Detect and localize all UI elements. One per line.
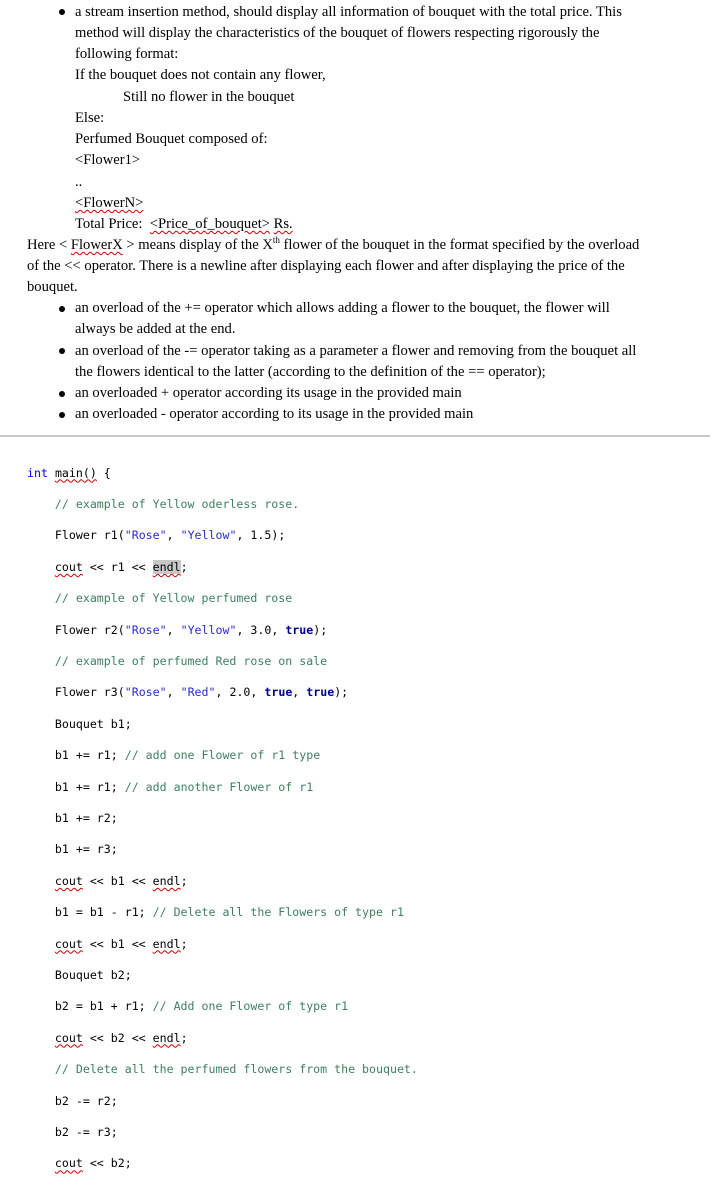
here-text: > means display of the X (122, 237, 273, 253)
here-paragraph-line: bouquet. (27, 279, 78, 295)
code-text: << b2; (82, 1156, 132, 1171)
code-line (27, 999, 418, 1015)
code-comment-line: // example of Yellow perfumed rose (27, 591, 293, 606)
bullet-text-line: always be added at the end. (75, 321, 236, 337)
code-line: Bouquet b1; (27, 716, 132, 731)
code-comment: // Delete all the Flowers of type r1 (152, 905, 404, 920)
code-text: cout (54, 936, 83, 951)
bullet-text-line: the flowers identical to the latter (according to the definition of the == operator); (75, 364, 546, 380)
code-text: << r1 << (82, 559, 153, 574)
total-price-placeholder: <Price_of_bouquet> (149, 216, 270, 232)
code-line: b1 += r3; (27, 842, 118, 857)
code-text: ); (334, 685, 349, 700)
here-paragraph-line (27, 235, 639, 256)
code-comment-line: // Delete all the perfumed flowers from the bouquet. (27, 1062, 418, 1077)
code-text: , 2.0, (215, 685, 265, 700)
code-text (27, 1156, 55, 1170)
code-line: b2 -= r2; (27, 1093, 118, 1108)
bullet-dot (59, 348, 65, 354)
code-text: Flower r2( (27, 622, 125, 637)
flowerx-word: FlowerX (70, 237, 123, 253)
bullet-dot (59, 9, 65, 15)
code-comment-line: // example of perfumed Red rose on sale (27, 654, 328, 669)
code-highlighted-text: endl (152, 559, 181, 574)
here-text: flower of the bouquet in the format specified by the overload (279, 237, 640, 253)
code-comment: // add one Flower of r1 type (124, 748, 321, 763)
code-text: cout (54, 559, 83, 574)
code-text: , 1.5); (236, 528, 286, 543)
format-perfumed-line: Perfumed Bouquet composed of: (75, 131, 268, 147)
code-keyword: true (264, 685, 293, 700)
code-line (27, 560, 418, 576)
code-text: Flower r3( (27, 685, 125, 700)
code-text: b2 = b1 + r1; (27, 999, 153, 1014)
code-line: b1 += r2; (27, 811, 118, 825)
total-price-unit: Rs. (273, 216, 293, 232)
code-line (27, 1031, 418, 1047)
bullet-dot (59, 391, 65, 397)
code-text: { (96, 465, 111, 480)
code-text (48, 466, 55, 480)
code-comment-line: // example of Yellow oderless rose. (27, 497, 300, 512)
code-line (27, 748, 418, 764)
bullet-text-line: method will display the characteristics of the bouquet of flowers respecting rigorously the (75, 25, 600, 41)
code-text: endl (152, 873, 181, 888)
code-keyword: true (285, 622, 314, 637)
code-string: "Rose" (124, 622, 167, 637)
code-text: ; (180, 936, 188, 951)
code-text (27, 560, 55, 574)
code-line (27, 685, 418, 701)
format-still-line: Still no flower in the bouquet (123, 89, 295, 105)
format-else-line: Else: (75, 110, 105, 126)
code-text: << b1 << (82, 873, 153, 888)
superscript-th: th (272, 235, 280, 246)
code-text: endl (152, 936, 181, 951)
bullet-text-line: an overload of the -= operator taking as a parameter a flower and removing from the bouquet all (75, 343, 637, 359)
code-text: b1 = b1 - r1; (27, 905, 153, 920)
code-text: , (292, 685, 307, 700)
code-text: , 3.0, (236, 622, 286, 637)
total-price-label: Total Price: (75, 216, 143, 232)
code-text: ; (180, 873, 188, 888)
code-text: () (82, 465, 97, 480)
code-text: << b2 << (82, 1030, 153, 1045)
bullet-text-line: an overloaded + operator according its usage in the provided main (75, 385, 462, 401)
code-text: ; (180, 1030, 188, 1045)
code-keyword: int (27, 465, 48, 480)
format-flower1-line: <Flower1> (75, 152, 141, 168)
code-text (27, 937, 55, 951)
bullet-dot (59, 306, 65, 312)
code-text: cout (54, 1156, 83, 1171)
code-text: , (166, 528, 181, 543)
here-text: Here < (27, 237, 71, 253)
code-line (27, 466, 418, 482)
code-string: "Yellow" (180, 528, 237, 543)
bullet-dot (59, 412, 65, 418)
here-paragraph-line: of the << operator. There is a newline after displaying each flower and after displaying the price of the (27, 258, 625, 274)
code-text: , (166, 685, 181, 700)
code-line (27, 1156, 418, 1172)
code-line (27, 905, 418, 921)
code-string: "Rose" (124, 685, 167, 700)
code-text: cout (54, 873, 83, 888)
code-text: Flower r1( (27, 528, 125, 543)
code-comment: // add another Flower of r1 (124, 779, 314, 794)
bullet-text-line: a stream insertion method, should display all information of bouquet with the total price. This (75, 4, 622, 20)
bullet-text-line: an overload of the += operator which allows adding a flower to the bouquet, the flower will (75, 300, 610, 316)
code-line (27, 623, 418, 639)
format-total-line (75, 214, 293, 235)
code-line (27, 528, 418, 544)
code-text (27, 874, 55, 888)
code-text: , (166, 622, 181, 637)
format-dots-line: .. (75, 174, 83, 190)
code-text: b1 += r1; (27, 779, 125, 794)
section-divider (0, 435, 710, 437)
code-text: ; (180, 559, 188, 574)
code-comment: // Add one Flower of type r1 (152, 999, 349, 1014)
code-line (27, 780, 418, 796)
format-flowerN-line: <FlowerN> (75, 195, 144, 211)
code-text: << b1 << (82, 936, 153, 951)
code-string: "Yellow" (180, 622, 237, 637)
format-if-line: If the bouquet does not contain any flower, (75, 67, 326, 83)
code-line: b2 -= r3; (27, 1124, 118, 1139)
code-block (27, 450, 418, 1203)
code-line (27, 874, 418, 890)
code-keyword: true (306, 685, 335, 700)
code-string: "Red" (180, 685, 216, 700)
code-text: ); (313, 622, 328, 637)
code-string: "Rose" (124, 528, 167, 543)
code-text: cout (54, 1030, 83, 1045)
code-text (27, 1031, 55, 1045)
bullet-text-line: following format: (75, 46, 179, 62)
code-text: main (54, 465, 83, 480)
code-text: endl (152, 1030, 181, 1045)
code-line (27, 937, 418, 953)
code-line: Bouquet b2; (27, 967, 132, 982)
code-text: b1 += r1; (27, 748, 125, 763)
bullet-text-line: an overloaded - operator according to its usage in the provided main (75, 406, 474, 422)
